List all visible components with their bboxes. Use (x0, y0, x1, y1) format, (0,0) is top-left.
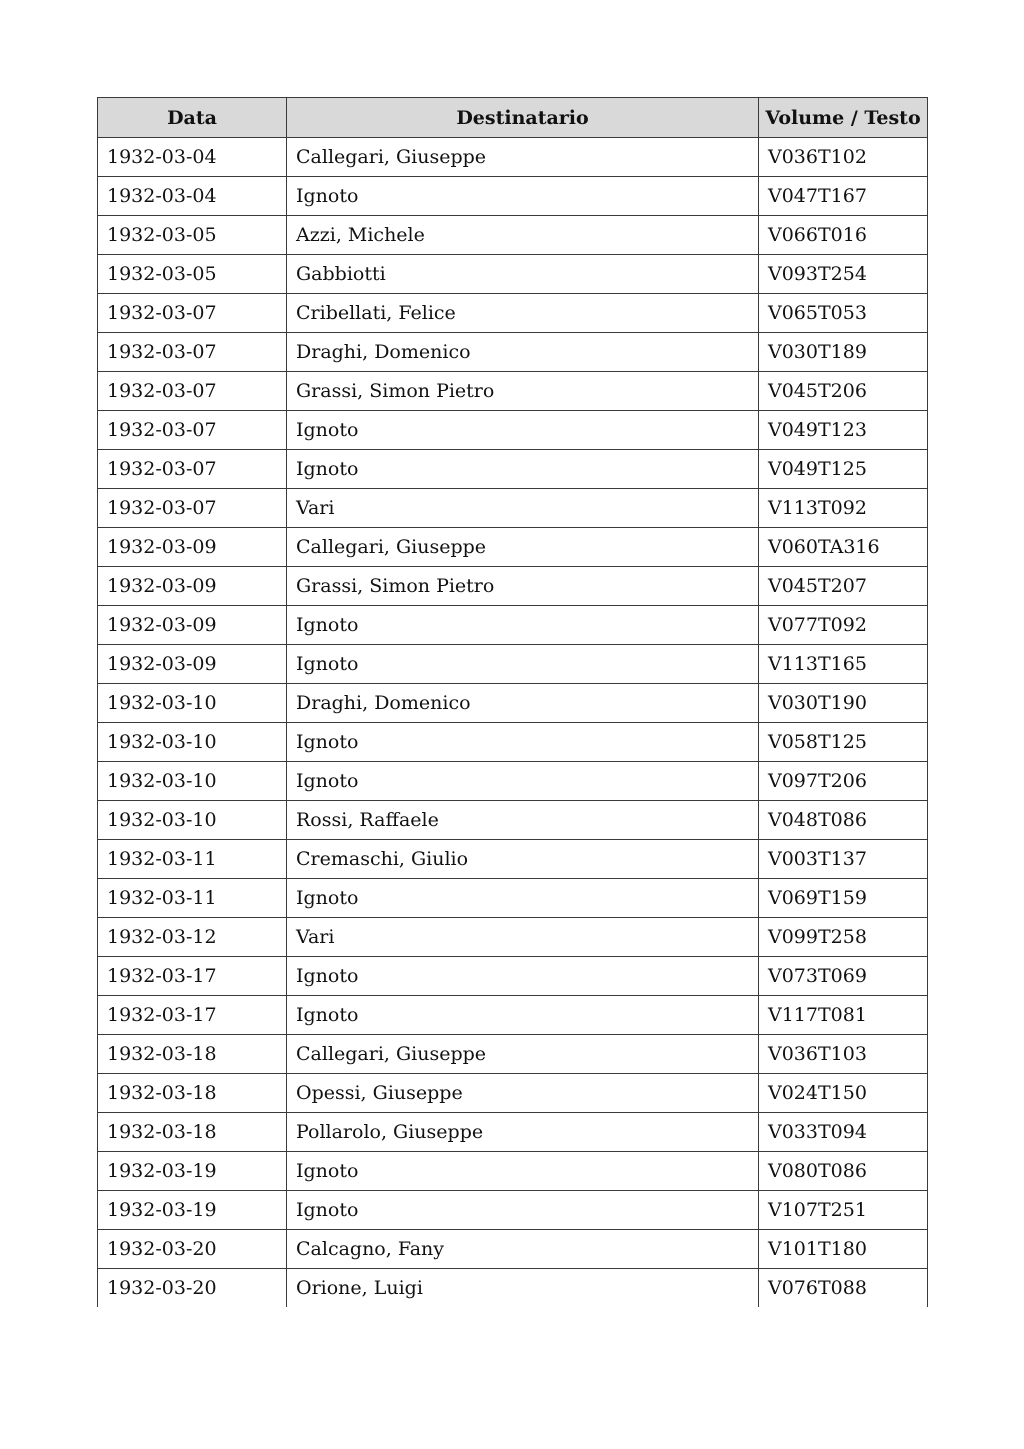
table-row (98, 996, 928, 1035)
cell-recipient: Ignoto (287, 177, 759, 216)
cell-volume: V107T251 (759, 1191, 928, 1230)
cell-recipient: Opessi, Giuseppe (287, 1074, 759, 1113)
cell-volume: V097T206 (759, 762, 928, 801)
table-row (98, 138, 928, 177)
table-row (98, 177, 928, 216)
cell-date: 1932-03-07 (98, 450, 287, 489)
cell-recipient: Callegari, Giuseppe (287, 138, 759, 177)
table-body (98, 138, 928, 1308)
cell-recipient: Draghi, Domenico (287, 684, 759, 723)
table-row (98, 255, 928, 294)
table-header (98, 98, 928, 138)
table-row (98, 957, 928, 996)
header-volume: Volume / Testo (759, 98, 928, 138)
table-row (98, 1191, 928, 1230)
cell-volume: V066T016 (759, 216, 928, 255)
cell-date: 1932-03-10 (98, 684, 287, 723)
table-row (98, 918, 928, 957)
cell-volume: V024T150 (759, 1074, 928, 1113)
table-row (98, 645, 928, 684)
cell-recipient: Ignoto (287, 879, 759, 918)
cell-recipient: Grassi, Simon Pietro (287, 567, 759, 606)
table-row (98, 762, 928, 801)
cell-date: 1932-03-09 (98, 567, 287, 606)
cell-date: 1932-03-09 (98, 528, 287, 567)
cell-recipient: Draghi, Domenico (287, 333, 759, 372)
table-row (98, 840, 928, 879)
cell-recipient: Ignoto (287, 996, 759, 1035)
cell-date: 1932-03-10 (98, 801, 287, 840)
cell-volume: V077T092 (759, 606, 928, 645)
cell-volume: V036T102 (759, 138, 928, 177)
table-row (98, 801, 928, 840)
cell-date: 1932-03-18 (98, 1035, 287, 1074)
table-row (98, 684, 928, 723)
cell-recipient: Ignoto (287, 1191, 759, 1230)
table-row (98, 1035, 928, 1074)
table-row (98, 528, 928, 567)
table-row (98, 1269, 928, 1308)
cell-volume: V069T159 (759, 879, 928, 918)
table-row (98, 333, 928, 372)
table-row (98, 1113, 928, 1152)
cell-volume: V045T207 (759, 567, 928, 606)
cell-date: 1932-03-07 (98, 333, 287, 372)
cell-recipient: Ignoto (287, 723, 759, 762)
cell-recipient: Callegari, Giuseppe (287, 528, 759, 567)
cell-recipient: Orione, Luigi (287, 1269, 759, 1308)
letters-table (97, 97, 928, 1307)
cell-recipient: Ignoto (287, 762, 759, 801)
cell-date: 1932-03-20 (98, 1269, 287, 1308)
cell-recipient: Ignoto (287, 957, 759, 996)
cell-recipient: Ignoto (287, 645, 759, 684)
cell-volume: V047T167 (759, 177, 928, 216)
cell-date: 1932-03-17 (98, 996, 287, 1035)
cell-date: 1932-03-05 (98, 216, 287, 255)
cell-date: 1932-03-18 (98, 1074, 287, 1113)
table-row (98, 216, 928, 255)
cell-recipient: Gabbiotti (287, 255, 759, 294)
cell-recipient: Grassi, Simon Pietro (287, 372, 759, 411)
cell-date: 1932-03-04 (98, 177, 287, 216)
cell-volume: V049T125 (759, 450, 928, 489)
table-row (98, 489, 928, 528)
cell-date: 1932-03-09 (98, 645, 287, 684)
cell-volume: V003T137 (759, 840, 928, 879)
cell-recipient: Rossi, Raffaele (287, 801, 759, 840)
table-row (98, 1230, 928, 1269)
cell-date: 1932-03-12 (98, 918, 287, 957)
cell-volume: V117T081 (759, 996, 928, 1035)
cell-date: 1932-03-19 (98, 1191, 287, 1230)
table-row (98, 879, 928, 918)
table-row (98, 411, 928, 450)
cell-volume: V060TA316 (759, 528, 928, 567)
cell-volume: V048T086 (759, 801, 928, 840)
cell-date: 1932-03-18 (98, 1113, 287, 1152)
cell-recipient: Azzi, Michele (287, 216, 759, 255)
table-row (98, 1152, 928, 1191)
cell-volume: V045T206 (759, 372, 928, 411)
cell-volume: V065T053 (759, 294, 928, 333)
cell-recipient: Vari (287, 489, 759, 528)
cell-date: 1932-03-11 (98, 840, 287, 879)
cell-volume: V099T258 (759, 918, 928, 957)
cell-volume: V093T254 (759, 255, 928, 294)
table-row (98, 606, 928, 645)
cell-date: 1932-03-11 (98, 879, 287, 918)
cell-recipient: Cribellati, Felice (287, 294, 759, 333)
cell-volume: V049T123 (759, 411, 928, 450)
cell-date: 1932-03-20 (98, 1230, 287, 1269)
cell-volume: V073T069 (759, 957, 928, 996)
document-page (97, 97, 927, 1307)
table-row (98, 372, 928, 411)
header-recipient: Destinatario (287, 98, 759, 138)
cell-date: 1932-03-10 (98, 762, 287, 801)
cell-recipient: Ignoto (287, 450, 759, 489)
cell-date: 1932-03-04 (98, 138, 287, 177)
table-row (98, 1074, 928, 1113)
cell-date: 1932-03-17 (98, 957, 287, 996)
cell-recipient: Ignoto (287, 1152, 759, 1191)
cell-volume: V030T190 (759, 684, 928, 723)
cell-date: 1932-03-10 (98, 723, 287, 762)
table-row (98, 567, 928, 606)
cell-recipient: Callegari, Giuseppe (287, 1035, 759, 1074)
cell-volume: V033T094 (759, 1113, 928, 1152)
cell-recipient: Ignoto (287, 411, 759, 450)
cell-volume: V058T125 (759, 723, 928, 762)
header-date: Data (98, 98, 287, 138)
table-row (98, 450, 928, 489)
cell-volume: V113T165 (759, 645, 928, 684)
cell-recipient: Pollarolo, Giuseppe (287, 1113, 759, 1152)
table-row (98, 723, 928, 762)
cell-volume: V036T103 (759, 1035, 928, 1074)
cell-volume: V113T092 (759, 489, 928, 528)
cell-date: 1932-03-07 (98, 411, 287, 450)
header-row (98, 98, 928, 138)
cell-date: 1932-03-19 (98, 1152, 287, 1191)
cell-date: 1932-03-09 (98, 606, 287, 645)
cell-date: 1932-03-07 (98, 489, 287, 528)
cell-date: 1932-03-07 (98, 294, 287, 333)
cell-date: 1932-03-07 (98, 372, 287, 411)
cell-date: 1932-03-05 (98, 255, 287, 294)
cell-volume: V076T088 (759, 1269, 928, 1308)
cell-recipient: Vari (287, 918, 759, 957)
cell-volume: V080T086 (759, 1152, 928, 1191)
cell-recipient: Cremaschi, Giulio (287, 840, 759, 879)
cell-volume: V030T189 (759, 333, 928, 372)
cell-recipient: Calcagno, Fany (287, 1230, 759, 1269)
cell-volume: V101T180 (759, 1230, 928, 1269)
table-row (98, 294, 928, 333)
cell-recipient: Ignoto (287, 606, 759, 645)
